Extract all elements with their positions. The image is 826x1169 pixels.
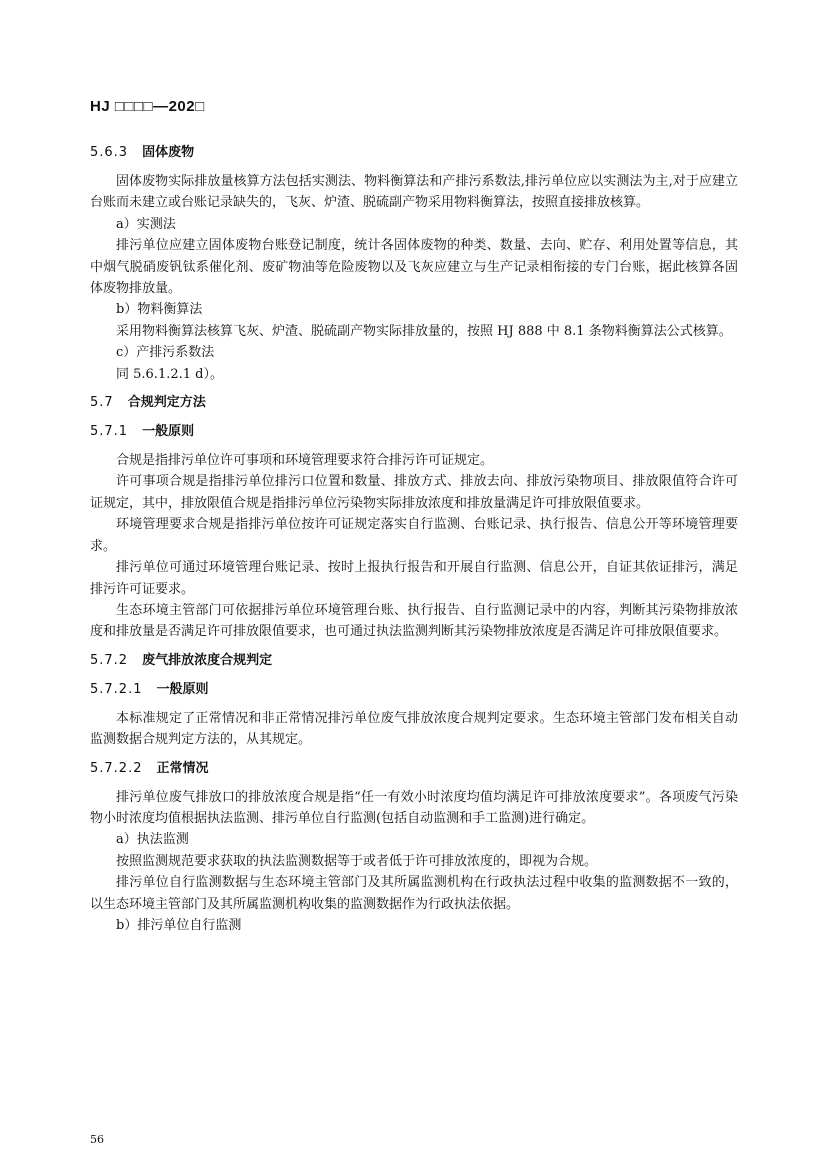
paragraph: 排污单位废气排放口的排放浓度合规是指“任一有效小时浓度均值均满足许可排放浓度要求”。各项废气污染物小时浓度均值根据执法监测、排污单位自行监测(包括自动监测和手工监测)进行确定。: [90, 789, 738, 826]
section-title: 一般原则: [156, 681, 209, 697]
paragraph: 排污单位可通过环境管理台账记录、按时上报执行报告和开展自行监测、信息公开，自证其依证排污，满足排污许可证要求。: [90, 560, 738, 597]
list-item-label: c）产排污系数法: [116, 345, 215, 361]
list-item-label: a）执法监测: [116, 832, 189, 848]
paragraph: 本标准规定了正常情况和非正常情况排污单位废气排放浓度合规判定要求。生态环境主管部门发布相关自动监测数据合规判定方法的，从其规定。: [90, 710, 738, 748]
paragraph: 按照监测规范要求获取的执法监测数据等于或者低于许可排放浓度的，即视为合规。: [116, 853, 598, 869]
paragraph: 排污单位应建立固体废物台账登记制度，统计各固体废物的种类、数量、去向、贮存、利用处置等信息，其中烟气脱硝废钒钛系催化剂、废矿物油等危险废物以及飞灰应建立与生产记录相衔接的专门台账，据此核算各固体废物排放量。: [90, 238, 738, 297]
section-title: 固体废物: [142, 145, 195, 160]
paragraph: 排污单位自行监测数据与生态环境主管部门及其所属监测机构在行政执法过程中收集的监测数据不一致的，以生态环境主管部门及其所属监测机构收集的监测数据作为行政执法依据。: [90, 875, 738, 912]
list-item-label: b）物料衡算法: [116, 302, 203, 318]
paragraph: 许可事项合规是指排污单位排污口位置和数量、排放方式、排放去向、排放污染物项目、排放限值符合许可证规定，其中，排放限值合规是指排污单位污染物实际排放浓度和排放量满足许可排放限值要求。: [90, 474, 738, 511]
standard-code-header: HJ □□□□—202□: [90, 98, 205, 115]
section-number: 5.7: [90, 395, 114, 411]
paragraph: 生态环境主管部门可依据排污单位环境管理台账、执行报告、自行监测记录中的内容，判断其污染物排放浓度和排放量是否满足许可排放限值要求，也可通过执法监测判断其污染物排放浓度是否满足许可排放限值要求。: [90, 602, 738, 640]
section-title: 一般原则: [142, 424, 195, 440]
section-title: 合规判定方法: [127, 395, 206, 411]
section-title: 正常情况: [156, 760, 209, 776]
section-heading-5-7-1: [90, 421, 738, 443]
document-body: [90, 142, 738, 936]
section-number: 5.7.1: [90, 424, 129, 440]
section-heading-5-7-2-2: [90, 758, 738, 780]
section-heading-5-6-3: [90, 142, 738, 164]
section-number: 5.7.2: [90, 652, 129, 668]
section-number: 5.6.3: [90, 145, 129, 160]
paragraph: 同 5.6.1.2.1 d）。: [116, 366, 223, 382]
page-number: 56: [90, 1133, 104, 1146]
section-heading-5-7: [90, 392, 738, 414]
section-heading-5-7-2-1: [90, 679, 738, 701]
paragraph: 固体废物实际排放量核算方法包括实测法、物料衡算法和产排污系数法,排污单位应以实测法为主,对于应建立台账而未建立或台账记录缺失的，飞灰、炉渣、脱硫副产物采用物料衡算法，按照直接排放核算。: [90, 174, 738, 211]
paragraph: 采用物料衡算法核算飞灰、炉渣、脱硫副产物实际排放量的，按照 HJ 888 中 8.1 条物料衡算法公式核算。: [116, 323, 732, 339]
list-item-label: b）排污单位自行监测: [116, 917, 242, 933]
section-title: 废气排放浓度合规判定: [142, 652, 273, 668]
section-heading-5-7-2: [90, 650, 738, 672]
section-number: 5.7.2.2: [90, 760, 143, 776]
section-number: 5.7.2.1: [90, 681, 143, 697]
paragraph: 环境管理要求合规是指排污单位按许可证规定落实自行监测、台账记录、执行报告、信息公开等环境管理要求。: [90, 517, 738, 554]
list-item-label: a）实测法: [116, 216, 176, 232]
paragraph: 合规是指排污单位许可事项和环境管理要求符合排污许可证规定。: [116, 453, 494, 469]
